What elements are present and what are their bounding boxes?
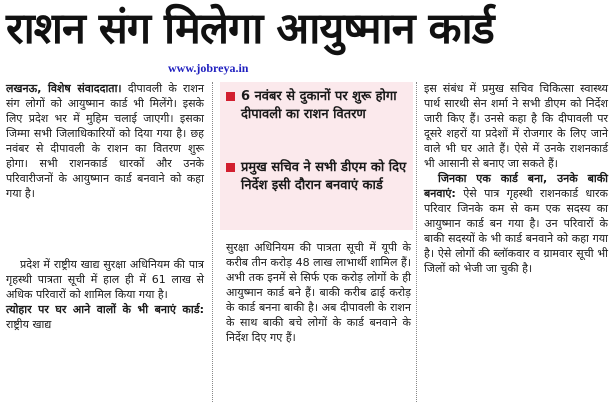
article-paragraph-3: सुरक्षा अधिनियम की पात्रता सूची में यूपी के करीब तीन करोड़ 48 लाख लाभार्थी शामिल हैं। अभी तक इनमें से सिर्फ एक करोड़ लोगों के ही आयुष्मान कार्ड बने हैं। बाकी करीब ढाई करोड़ के कार्ड बनना बाकी है। अब दीपावली के राशन के साथ बाकी बचे लोगों के कार्ड बनवाने के निर्देश दिए गए हैं। xyxy=(226,241,411,344)
highlight-text: प्रमुख सचिव ने सभी डीएम को दिए निर्देश इसी दौरान बनवाएं कार्ड xyxy=(241,160,407,193)
highlight-item xyxy=(226,88,408,124)
article-column-3 xyxy=(424,81,608,276)
column-divider-2 xyxy=(416,82,417,402)
article-paragraph-2: प्रदेश में राष्ट्रीय खाद्य सुरक्षा अधिनियम की पात्र गृहस्थी पात्रता सूची में हाल ही में 61 लाख से अधिक परिवारों को शामिल किया गया है। xyxy=(6,258,204,301)
headline: राशन संग मिलेगा आयुष्मान कार्ड xyxy=(6,4,494,54)
byline: लखनऊ, विशेष संवाददाता। xyxy=(6,82,122,95)
article-paragraph-1: दीपावली के राशन संग लोगों को आयुष्मान कार्ड भी मिलेंगे। इसके लिए प्रदेश भर में मुहिम चलाई जाएगी। इसका जिम्मा सभी जिलाधिकारियों को दिया गया है। छह नवंबर से दीपावली के राशन का वितरण शुरू होगा। सभी राशनकार्ड धारकों और उनके परिवारीजनों के आयुष्मान कार्ड बनवाने को कहा गया है। xyxy=(6,82,204,200)
subheading-festival: त्योहार पर घर आने वालों के भी बनाएं कार्ड: xyxy=(6,303,204,316)
article-paragraph-4: इस संबंध में प्रमुख सचिव चिकित्सा स्वास्थ्य पार्थ सारथी सेन शर्मा ने सभी डीएम को निर्देश जारी किए हैं। उनसे कहा है कि दीपावली पर दूसरे शहरों या प्रदेशों में रोजगार के लिए जाने वाले भी घर आते हैं। ऐसे में उनके राशनकार्ड भी आसानी से बनाए जा सकते हैं। xyxy=(424,82,608,170)
website-watermark[interactable]: www.jobreya.in xyxy=(168,61,249,75)
column-divider-1 xyxy=(212,82,213,402)
article-column-2 xyxy=(226,240,411,345)
red-square-bullet-icon xyxy=(226,163,235,172)
red-square-bullet-icon xyxy=(226,92,235,101)
highlight-text: 6 नवंबर से दुकानों पर शुरू होगा दीपावली का राशन वितरण xyxy=(241,89,397,122)
highlight-item xyxy=(226,159,408,195)
article-column-1 xyxy=(6,81,204,201)
subheading-remaining-cards: जिनका एक कार्ड बना, उनके बाकी बनवाएं: xyxy=(424,172,608,200)
subheading-festival-tail: राष्ट्रीय खाद्य xyxy=(6,318,52,331)
article-column-1-lower xyxy=(6,257,204,332)
article-paragraph-5: ऐसे पात्र गृहस्थी राशनकार्ड धारक परिवार जिनके कम से कम एक सदस्य का आयुष्मान कार्ड बन गया है। उन परिवारों के बाकी सदस्यों के भी कार्ड बनवाने को कहा गया है। ऐसे लोगों की ब्लॉकवार व ग्रामवार सूची भी जिलों को भेजी जा चुकी है। xyxy=(424,187,609,275)
highlight-box xyxy=(220,82,413,230)
